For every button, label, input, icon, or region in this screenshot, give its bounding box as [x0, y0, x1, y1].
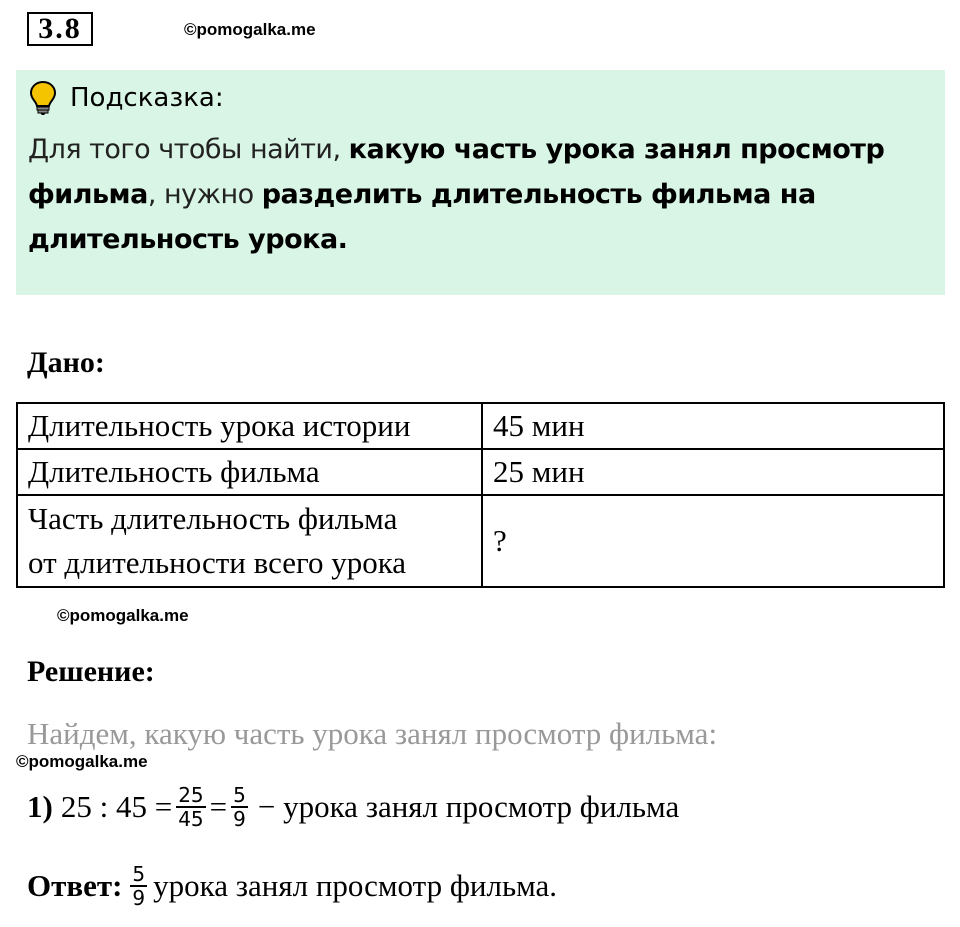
fraction-numerator: 5: [132, 862, 146, 886]
watermark: ©pomogalka.me: [184, 20, 316, 39]
watermark: ©pomogalka.me: [16, 752, 148, 771]
answer-text: урока занял просмотр фильма.: [153, 868, 558, 903]
label-line: от длительности всего урока: [28, 545, 407, 580]
step-label: 1): [27, 789, 53, 824]
solution-step: [27, 777, 679, 837]
table-cell-label: Длительность урока истории: [17, 403, 482, 449]
fraction-numerator: 25: [178, 783, 204, 807]
given-table: [16, 402, 945, 588]
answer-line: [27, 856, 557, 916]
table-cell-value: ?: [482, 495, 944, 587]
table-cell-value: 45 мин: [482, 403, 944, 449]
fraction-denominator: 9: [233, 807, 246, 831]
hint-text: [28, 127, 928, 262]
table-row: [17, 403, 944, 449]
solution-intro: Найдем, какую часть урока занял просмотр фильма:: [27, 716, 718, 751]
hint-title: [28, 80, 224, 116]
hint-text-part: , нужно: [147, 179, 262, 210]
hint-title-text: Подсказка:: [70, 83, 224, 113]
task-number: 3.8: [27, 12, 93, 46]
fraction: [231, 784, 248, 830]
fraction: [130, 863, 147, 909]
solution-title: Решение:: [27, 655, 155, 688]
fraction-denominator: 45: [178, 807, 204, 831]
table-cell-label: Длительность фильма: [17, 449, 482, 495]
lightbulb-icon: [28, 80, 58, 116]
table-row: [17, 449, 944, 495]
hint-bold-part: разделить длительность фильма на длительность урока.: [28, 179, 816, 255]
fraction: [176, 784, 205, 830]
label-line: Часть длительность фильма: [28, 501, 398, 536]
step-text: − урока занял просмотр фильма: [257, 789, 680, 824]
answer-label: Ответ:: [27, 868, 123, 903]
table-row: [17, 495, 944, 587]
table-cell-label: [17, 495, 482, 587]
hint-bold-part: какую часть урока занял просмотр фильма: [28, 134, 885, 210]
hint-text-part: Для того чтобы найти,: [28, 134, 349, 165]
watermark: ©pomogalka.me: [57, 606, 189, 625]
table-cell-value: 25 мин: [482, 449, 944, 495]
fraction-numerator: 5: [233, 783, 246, 807]
equals-sign: =: [209, 789, 228, 824]
given-title: Дано:: [27, 346, 105, 379]
step-expression: 25 : 45 =: [60, 789, 173, 824]
fraction-denominator: 9: [132, 886, 146, 910]
